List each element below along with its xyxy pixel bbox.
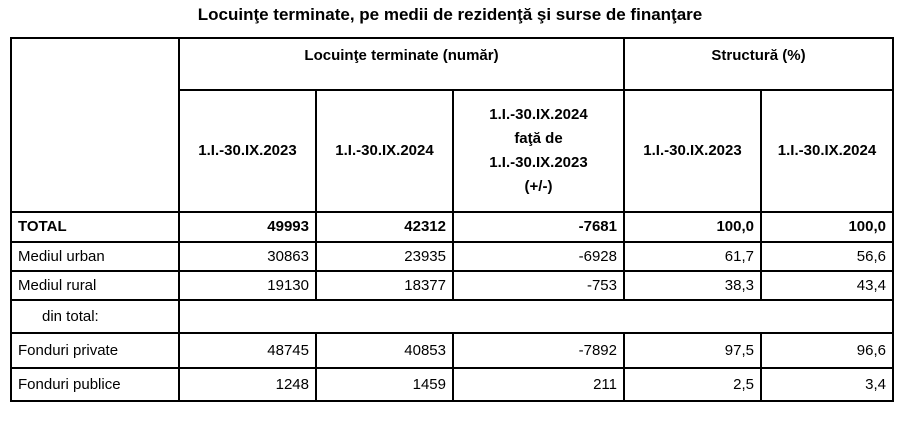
header-col-diff-line-4: (+/-) [524,178,553,195]
cell-total-diff: -7681 [453,212,624,242]
cell-rural-diff: -753 [453,271,624,300]
row-label-rural: Mediul rural [11,271,179,300]
header-col-diff-line-3: 1.I.-30.IX.2023 [489,154,588,171]
cell-rural-2024: 18377 [316,271,453,300]
cell-public-diff: 211 [453,368,624,401]
din-total-empty-cell [179,300,893,333]
header-row-groups [11,38,893,90]
header-col-struct-2023: 1.I.-30.IX.2023 [624,90,761,212]
header-col-diff-line-2: faţă de [514,130,563,147]
table-row-din-total [11,300,893,333]
cell-urban-2023: 30863 [179,242,316,271]
table-row-total [11,212,893,242]
row-label-public: Fonduri publice [11,368,179,401]
cell-total-struct-2023: 100,0 [624,212,761,242]
cell-urban-diff: -6928 [453,242,624,271]
row-label-urban: Mediul urban [11,242,179,271]
table-row-rural [11,271,893,300]
cell-public-2024: 1459 [316,368,453,401]
cell-private-2023: 48745 [179,333,316,368]
table-row-urban [11,242,893,271]
header-col-2023: 1.I.-30.IX.2023 [179,90,316,212]
row-label-din-total: din total: [11,300,179,333]
cell-total-2024: 42312 [316,212,453,242]
cell-rural-struct-2023: 38,3 [624,271,761,300]
cell-urban-struct-2023: 61,7 [624,242,761,271]
housing-table [10,37,894,402]
cell-public-2023: 1248 [179,368,316,401]
header-group-structure: Structură (%) [624,38,893,90]
cell-private-2024: 40853 [316,333,453,368]
header-col-diff [453,90,624,212]
table-row-public [11,368,893,401]
header-group-count: Locuinţe terminate (număr) [179,38,624,90]
cell-rural-2023: 19130 [179,271,316,300]
cell-total-2023: 49993 [179,212,316,242]
cell-public-struct-2024: 3,4 [761,368,893,401]
cell-total-struct-2024: 100,0 [761,212,893,242]
cell-rural-struct-2024: 43,4 [761,271,893,300]
header-col-2024: 1.I.-30.IX.2024 [316,90,453,212]
cell-private-diff: -7892 [453,333,624,368]
cell-urban-struct-2024: 56,6 [761,242,893,271]
table-title: Locuinţe terminate, pe medii de rezidenţă şi surse de finanţare [197,5,703,24]
row-label-private: Fonduri private [11,333,179,368]
table-row-private [11,333,893,368]
cell-private-struct-2023: 97,5 [624,333,761,368]
header-corner-cell [11,38,179,212]
header-col-struct-2024: 1.I.-30.IX.2024 [761,90,893,212]
cell-private-struct-2024: 96,6 [761,333,893,368]
header-col-diff-line-1: 1.I.-30.IX.2024 [489,106,588,123]
row-label-total: TOTAL [11,212,179,242]
cell-public-struct-2023: 2,5 [624,368,761,401]
cell-urban-2024: 23935 [316,242,453,271]
